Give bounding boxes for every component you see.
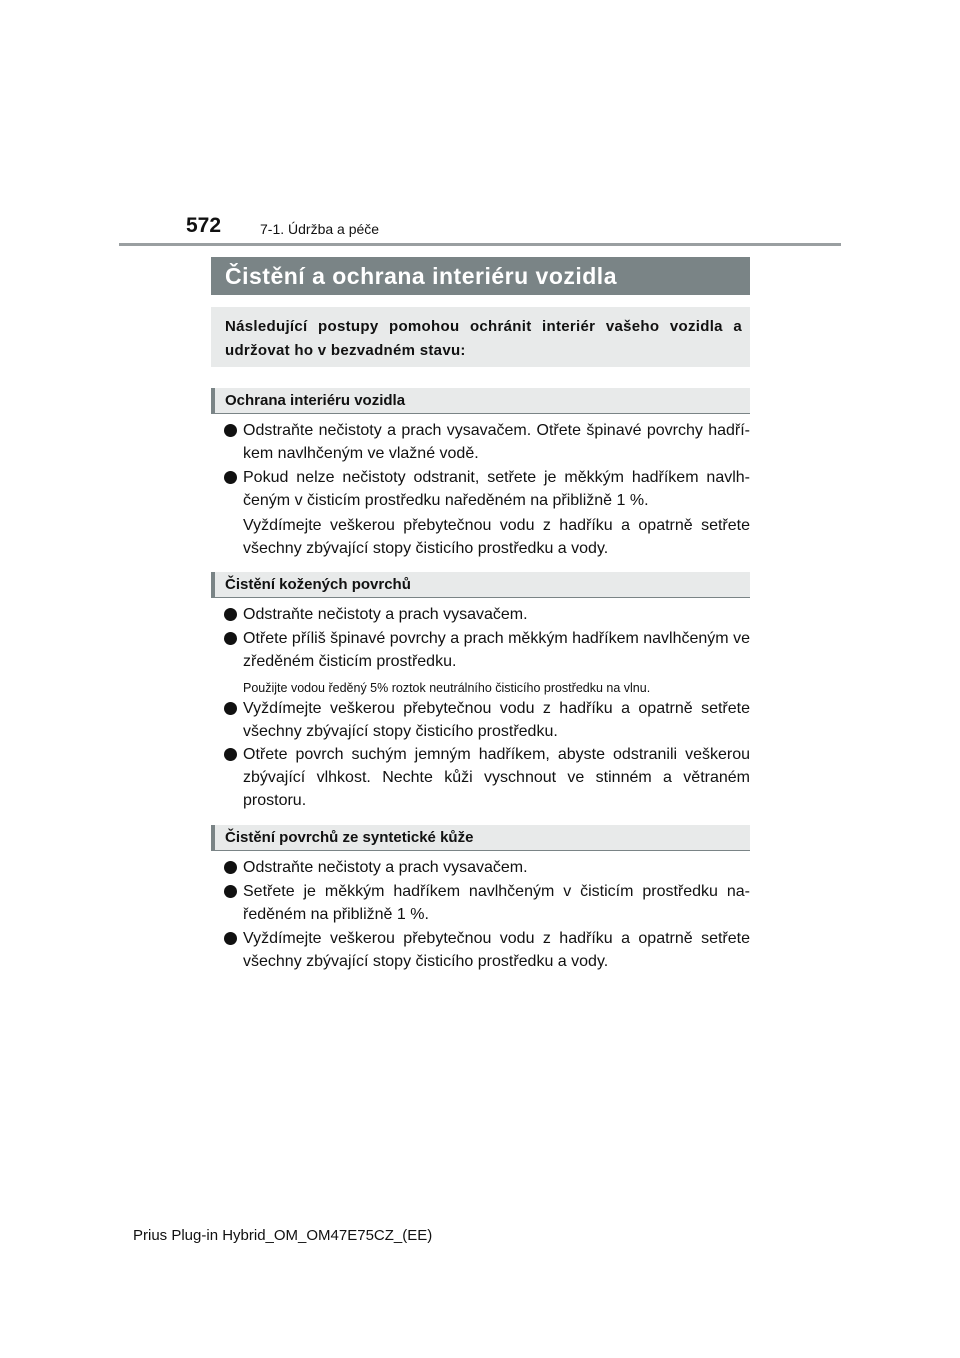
list-item-text: Odstraňte nečistoty a prach vysavačem. Otřete špinavé povrchy hadříkem navlhčeným ve vlažné vodě.: [243, 422, 750, 462]
list-item-text: Vyždímejte veškerou přebytečnou vodu z hadříku a opatrně setřete všechny zbývající stopy čisticího prostředku a vody.: [243, 930, 750, 970]
list-item-text: Otřete příliš špinavé povrchy a prach měkkým hadříkem navlhčeným ve zředěném čisticím prostředku.: [243, 630, 750, 670]
list-item: [224, 466, 750, 512]
bullet-icon: [224, 861, 237, 874]
note-paragraph: Vyždímejte veškerou přebytečnou vodu z hadříku a opatrně setřete všechny zbývající stopy čisticího prostředku a vody.: [243, 517, 750, 557]
bullet-icon: [224, 748, 237, 761]
list-item: [224, 743, 750, 812]
footer-document-code: Prius Plug-in Hybrid_OM_OM47E75CZ_(EE): [133, 1227, 433, 1244]
page-title: Čistění a ochrana interiéru vozidla: [211, 257, 750, 295]
section-heading-interior-protection: Ochrana interiéru vozidla: [211, 388, 750, 414]
list-item-text: Odstraňte nečistoty a prach vysavačem.: [243, 859, 528, 876]
bullet-icon: [224, 932, 237, 945]
list-item: [224, 603, 750, 626]
bullet-icon: [224, 471, 237, 484]
list-item: [224, 856, 750, 879]
list-item-text: Otřete povrch suchým jemným hadříkem, abyste odstranili veškerou zbývající vlhkost. Nechte kůži vyschnout ve stinném a větraném prostoru.: [243, 746, 750, 809]
list-item: [224, 419, 750, 465]
header-rule: [119, 243, 841, 246]
intro-box: Následující postupy pomohou ochránit interiér vašeho vozidla a udržovat ho v bezvadném stavu:: [211, 307, 750, 367]
list-item: [224, 697, 750, 743]
bullet-icon: [224, 424, 237, 437]
section-heading-synthetic-leather-cleaning: Čistění povrchů ze syntetické kůže: [211, 825, 750, 851]
section-breadcrumb: 7-1. Údržba a péče: [260, 221, 380, 237]
bullet-icon: [224, 702, 237, 715]
bullet-icon: [224, 608, 237, 621]
small-note: Použijte vodou ředěný 5% roztok neutrálního čisticího prostředku na vlnu.: [243, 681, 651, 695]
list-item: [224, 880, 750, 926]
section-heading-leather-cleaning: Čistění kožených povrchů: [211, 572, 750, 598]
page-number: 572: [186, 214, 222, 237]
list-item: [224, 627, 750, 673]
list-item: [224, 927, 750, 973]
list-item-text: Vyždímejte veškerou přebytečnou vodu z hadříku a opatrně setřete všechny zbývající stopy čisticího prostředku.: [243, 700, 750, 740]
bullet-icon: [224, 632, 237, 645]
list-item-text: Setřete je měkkým hadříkem navlhčeným v čisticím prostředku naředěném na přibližně 1 %.: [243, 883, 750, 923]
list-item-text: Pokud nelze nečistoty odstranit, setřete je měkkým hadříkem navlhčeným v čisticím prostředku naředěném na přibližně 1 %.: [243, 469, 750, 509]
bullet-icon: [224, 885, 237, 898]
list-item-text: Odstraňte nečistoty a prach vysavačem.: [243, 606, 528, 623]
